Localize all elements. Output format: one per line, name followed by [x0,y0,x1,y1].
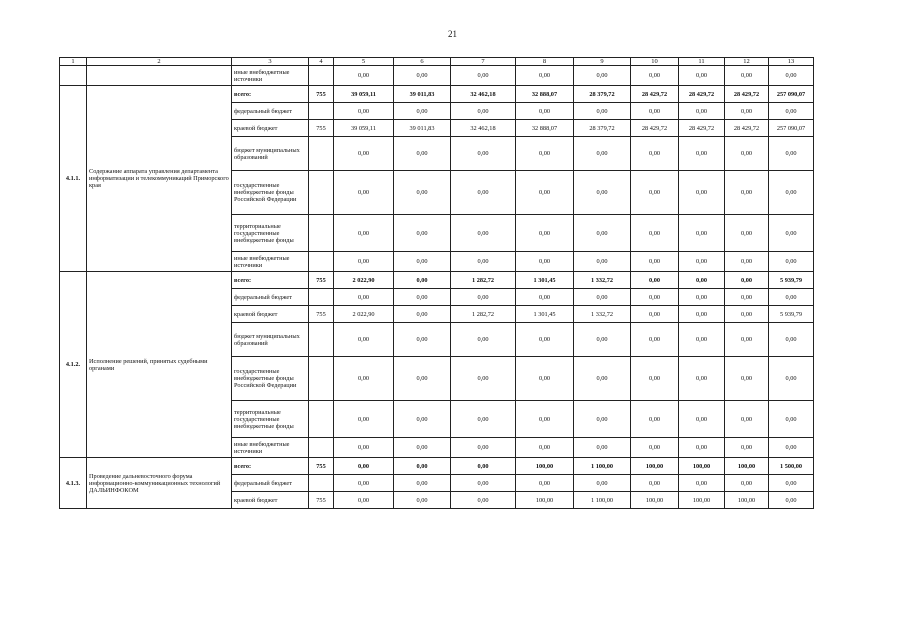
column-header: 12 [725,58,769,66]
amount-cell: 0,00 [451,475,516,492]
grbs-code [309,357,334,401]
grbs-code: 755 [309,306,334,323]
amount-cell: 0,00 [679,401,725,438]
amount-cell: 0,00 [725,252,769,272]
amount-cell: 0,00 [516,252,574,272]
amount-cell: 0,00 [769,438,814,458]
amount-cell: 0,00 [679,475,725,492]
funding-source: всего: [232,272,309,289]
amount-cell: 0,00 [394,401,451,438]
amount-cell: 0,00 [451,458,516,475]
table-row [60,86,814,103]
amount-cell: 0,00 [769,475,814,492]
amount-cell: 0,00 [334,357,394,401]
amount-cell: 0,00 [574,323,631,357]
item-name [87,66,232,86]
amount-cell: 0,00 [679,357,725,401]
funding-source: федеральный бюджет [232,103,309,120]
grbs-code [309,252,334,272]
amount-cell: 0,00 [394,103,451,120]
amount-cell: 0,00 [451,401,516,438]
column-header: 5 [334,58,394,66]
table-row [60,66,814,86]
amount-cell: 0,00 [334,323,394,357]
amount-cell: 0,00 [725,215,769,252]
column-header: 2 [87,58,232,66]
amount-cell: 0,00 [769,66,814,86]
amount-cell: 0,00 [574,401,631,438]
amount-cell: 0,00 [631,475,679,492]
amount-cell: 0,00 [516,289,574,306]
amount-cell: 32 888,07 [516,120,574,137]
amount-cell: 0,00 [679,289,725,306]
amount-cell: 0,00 [394,475,451,492]
amount-cell: 0,00 [725,66,769,86]
amount-cell: 0,00 [516,66,574,86]
funding-source: территориальные государственные внебюджетные фонды [232,401,309,438]
amount-cell: 100,00 [679,458,725,475]
amount-cell: 0,00 [769,171,814,215]
amount-cell: 0,00 [574,289,631,306]
item-code: 4.1.3. [60,458,87,509]
amount-cell: 0,00 [394,272,451,289]
amount-cell: 1 100,00 [574,492,631,509]
grbs-code [309,289,334,306]
amount-cell: 0,00 [516,401,574,438]
amount-cell: 0,00 [725,401,769,438]
amount-cell: 0,00 [394,252,451,272]
amount-cell: 1 282,72 [451,306,516,323]
column-header: 10 [631,58,679,66]
table-body [60,58,814,509]
amount-cell: 0,00 [451,252,516,272]
amount-cell: 0,00 [725,272,769,289]
amount-cell: 0,00 [769,215,814,252]
amount-cell: 1 100,00 [574,458,631,475]
amount-cell: 0,00 [631,438,679,458]
amount-cell: 0,00 [394,492,451,509]
amount-cell: 0,00 [679,137,725,171]
grbs-code [309,475,334,492]
grbs-code: 755 [309,120,334,137]
amount-cell: 0,00 [679,252,725,272]
amount-cell: 0,00 [334,215,394,252]
grbs-code [309,137,334,171]
item-code: 4.1.2. [60,272,87,458]
amount-cell: 0,00 [679,323,725,357]
column-header: 9 [574,58,631,66]
amount-cell: 257 090,07 [769,86,814,103]
amount-cell: 0,00 [769,401,814,438]
amount-cell: 0,00 [631,306,679,323]
amount-cell: 100,00 [631,492,679,509]
amount-cell: 1 282,72 [451,272,516,289]
amount-cell: 0,00 [679,103,725,120]
amount-cell: 2 022,90 [334,272,394,289]
column-header: 13 [769,58,814,66]
amount-cell: 0,00 [394,215,451,252]
amount-cell: 0,00 [451,171,516,215]
grbs-code [309,401,334,438]
amount-cell: 0,00 [451,66,516,86]
amount-cell: 257 090,07 [769,120,814,137]
amount-cell: 0,00 [631,323,679,357]
budget-table [59,57,814,509]
amount-cell: 28 429,72 [631,120,679,137]
amount-cell: 0,00 [451,137,516,171]
column-header: 4 [309,58,334,66]
grbs-code: 755 [309,492,334,509]
amount-cell: 0,00 [679,215,725,252]
amount-cell: 0,00 [334,66,394,86]
amount-cell: 0,00 [394,357,451,401]
amount-cell: 0,00 [451,289,516,306]
amount-cell: 0,00 [574,357,631,401]
amount-cell: 32 462,18 [451,86,516,103]
funding-source: иные внебюджетные источники [232,66,309,86]
amount-cell: 5 939,79 [769,272,814,289]
amount-cell: 0,00 [725,289,769,306]
amount-cell: 2 022,90 [334,306,394,323]
amount-cell: 0,00 [516,137,574,171]
column-header: 8 [516,58,574,66]
amount-cell: 0,00 [769,289,814,306]
amount-cell: 0,00 [631,401,679,438]
item-name: Проведение дальневосточного форума информационно-коммуникационных технологий ДАЛЬИНФОКОМ [87,458,232,509]
amount-cell: 0,00 [769,357,814,401]
amount-cell: 0,00 [394,458,451,475]
amount-cell: 0,00 [516,357,574,401]
amount-cell: 1 301,45 [516,306,574,323]
funding-source: иные внебюджетные источники [232,252,309,272]
amount-cell: 0,00 [631,66,679,86]
amount-cell: 0,00 [451,492,516,509]
amount-cell: 0,00 [516,475,574,492]
amount-cell: 0,00 [394,171,451,215]
amount-cell: 0,00 [334,438,394,458]
amount-cell: 0,00 [574,137,631,171]
funding-source: краевой бюджет [232,120,309,137]
amount-cell: 0,00 [679,306,725,323]
amount-cell: 0,00 [334,103,394,120]
amount-cell: 5 939,79 [769,306,814,323]
amount-cell: 0,00 [631,137,679,171]
amount-cell: 0,00 [574,103,631,120]
amount-cell: 0,00 [334,492,394,509]
grbs-code: 755 [309,272,334,289]
amount-cell: 1 301,45 [516,272,574,289]
amount-cell: 28 379,72 [574,86,631,103]
amount-cell: 0,00 [516,103,574,120]
amount-cell: 39 011,83 [394,120,451,137]
amount-cell: 28 429,72 [679,120,725,137]
table-row [60,458,814,475]
amount-cell: 0,00 [631,289,679,306]
amount-cell: 0,00 [725,103,769,120]
amount-cell: 0,00 [631,252,679,272]
funding-source: всего: [232,458,309,475]
amount-cell: 100,00 [516,492,574,509]
amount-cell: 0,00 [516,323,574,357]
amount-cell: 0,00 [631,171,679,215]
amount-cell: 0,00 [334,458,394,475]
amount-cell: 0,00 [334,171,394,215]
amount-cell: 0,00 [679,272,725,289]
grbs-code [309,215,334,252]
amount-cell: 0,00 [725,475,769,492]
grbs-code [309,103,334,120]
amount-cell: 0,00 [574,171,631,215]
amount-cell: 28 429,72 [679,86,725,103]
item-code: 4.1.1. [60,86,87,272]
grbs-code: 755 [309,458,334,475]
amount-cell: 0,00 [451,357,516,401]
amount-cell: 0,00 [574,252,631,272]
amount-cell: 100,00 [725,458,769,475]
funding-source: бюджет муниципальных образований [232,137,309,171]
column-header: 11 [679,58,725,66]
funding-source: краевой бюджет [232,306,309,323]
column-header: 7 [451,58,516,66]
amount-cell: 0,00 [725,357,769,401]
amount-cell: 100,00 [725,492,769,509]
amount-cell: 39 059,11 [334,86,394,103]
amount-cell: 0,00 [574,438,631,458]
amount-cell: 0,00 [769,252,814,272]
funding-source: краевой бюджет [232,492,309,509]
table-row [60,272,814,289]
amount-cell: 0,00 [769,103,814,120]
amount-cell: 1 332,72 [574,272,631,289]
amount-cell: 32 888,07 [516,86,574,103]
amount-cell: 28 379,72 [574,120,631,137]
amount-cell: 100,00 [516,458,574,475]
amount-cell: 32 462,18 [451,120,516,137]
amount-cell: 0,00 [394,306,451,323]
grbs-code [309,66,334,86]
amount-cell: 0,00 [334,137,394,171]
item-name: Исполнение решений, принятых судебными органами [87,272,232,458]
amount-cell: 0,00 [451,438,516,458]
item-name: Содержание аппарата управления департамента информатизации и телекоммуникаций Приморского края [87,86,232,272]
amount-cell: 0,00 [394,323,451,357]
amount-cell: 0,00 [725,323,769,357]
funding-source: федеральный бюджет [232,289,309,306]
amount-cell: 0,00 [394,137,451,171]
amount-cell: 0,00 [725,137,769,171]
amount-cell: 0,00 [394,438,451,458]
amount-cell: 0,00 [334,252,394,272]
amount-cell: 0,00 [516,215,574,252]
amount-cell: 0,00 [451,103,516,120]
item-code [60,66,87,86]
amount-cell: 100,00 [679,492,725,509]
grbs-code [309,171,334,215]
amount-cell: 0,00 [394,289,451,306]
amount-cell: 28 429,72 [725,120,769,137]
amount-cell: 39 059,11 [334,120,394,137]
column-header: 6 [394,58,451,66]
amount-cell: 0,00 [451,215,516,252]
amount-cell: 0,00 [631,215,679,252]
amount-cell: 100,00 [631,458,679,475]
amount-cell: 28 429,72 [631,86,679,103]
amount-cell: 0,00 [574,66,631,86]
funding-source: государственные внебюджетные фонды Российской Федерации [232,357,309,401]
funding-source: всего: [232,86,309,103]
amount-cell: 0,00 [574,215,631,252]
amount-cell: 0,00 [516,438,574,458]
amount-cell: 0,00 [769,137,814,171]
amount-cell: 0,00 [725,438,769,458]
amount-cell: 0,00 [334,475,394,492]
page-number: 21 [448,29,457,39]
amount-cell: 28 429,72 [725,86,769,103]
amount-cell: 1 500,00 [769,458,814,475]
amount-cell: 0,00 [631,357,679,401]
column-header: 1 [60,58,87,66]
grbs-code: 755 [309,86,334,103]
amount-cell: 0,00 [631,103,679,120]
amount-cell: 39 011,83 [394,86,451,103]
amount-cell: 0,00 [679,66,725,86]
column-header: 3 [232,58,309,66]
amount-cell: 1 332,72 [574,306,631,323]
amount-cell: 0,00 [516,171,574,215]
funding-source: территориальные государственные внебюджетные фонды [232,215,309,252]
grbs-code [309,438,334,458]
amount-cell: 0,00 [769,492,814,509]
amount-cell: 0,00 [394,66,451,86]
amount-cell: 0,00 [679,438,725,458]
amount-cell: 0,00 [769,323,814,357]
funding-source: бюджет муниципальных образований [232,323,309,357]
funding-source: иные внебюджетные источники [232,438,309,458]
amount-cell: 0,00 [679,171,725,215]
amount-cell: 0,00 [725,306,769,323]
funding-source: государственные внебюджетные фонды Российской Федерации [232,171,309,215]
header-row [60,58,814,66]
amount-cell: 0,00 [334,401,394,438]
amount-cell: 0,00 [574,475,631,492]
grbs-code [309,323,334,357]
amount-cell: 0,00 [451,323,516,357]
amount-cell: 0,00 [631,272,679,289]
funding-source: федеральный бюджет [232,475,309,492]
amount-cell: 0,00 [334,289,394,306]
amount-cell: 0,00 [725,171,769,215]
